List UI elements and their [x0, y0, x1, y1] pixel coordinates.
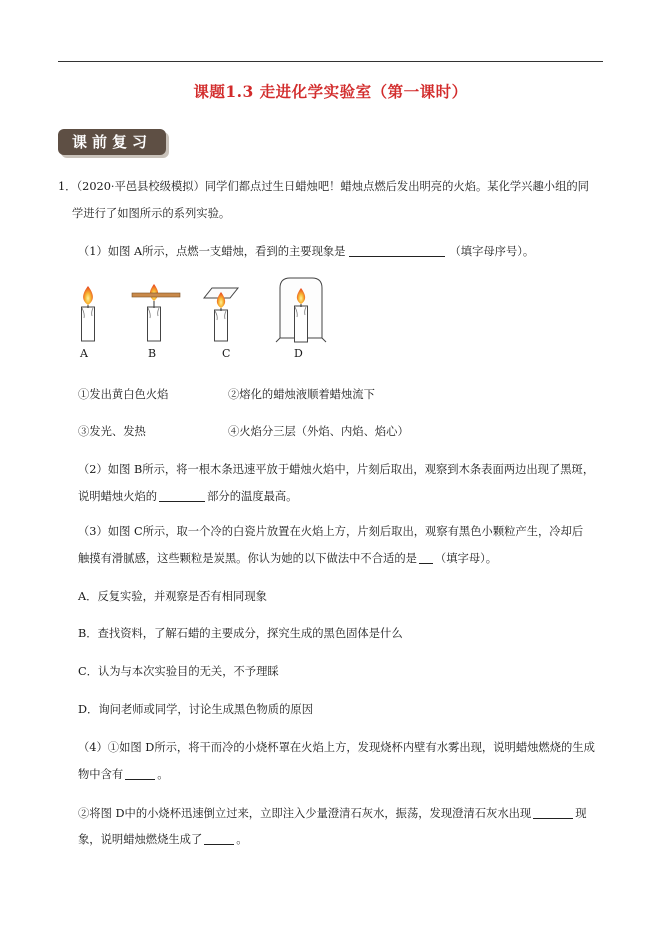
part-1-suffix: （填字母序号）。 [449, 245, 535, 258]
candle-d-icon [276, 278, 326, 342]
intro-line-1: （2020·平邑县校级模拟）同学们都点过生日蜡烛吧！蜡烛点燃后发出明亮的火焰。某化学兴趣小组的同 [76, 180, 589, 193]
part-5-text-2: 象，说明蜡烛燃烧生成了 [78, 833, 203, 846]
part-1 [78, 244, 534, 259]
part-5-text: ②将图 D中的小烧杯迅速倒立过来，立即注入少量澄清石灰水，振荡，发现澄清石灰水出现 [78, 807, 532, 820]
answer-blank-1 [349, 244, 445, 257]
option-4: ④火焰分三层（外焰、内焰、焰心） [228, 425, 409, 438]
part-2-text: 说明蜡烛火焰的 [78, 490, 158, 503]
option-1: ①发出黄白色火焰 [78, 388, 169, 401]
figure-label-a: A [80, 347, 88, 360]
part-4-line-2 [78, 767, 169, 782]
part-3-text: 触摸有滑腻感，这些颗粒是炭黑。你认为她的以下做法中不合适的是 [78, 552, 417, 565]
candle-b-icon [132, 284, 180, 341]
part-4-line-1: （4）①如图 D所示，将干而冷的小烧杯罩在火焰上方，发现烧杯内壁有水雾出现，说明蜡烛燃烧的生成 [78, 741, 595, 754]
figure-label-b: B [148, 347, 157, 360]
part-5-suffix-2: 。 [236, 833, 248, 846]
intro-line-2: 学进行了如图所示的系列实验。 [72, 207, 231, 220]
part-3-suffix: （填字母）。 [434, 552, 498, 565]
part-5-line-2 [78, 832, 248, 847]
candle-a-icon [82, 286, 95, 341]
page-title: 课题1.3 走进化学实验室（第一课时） [193, 82, 468, 101]
part-3-line-1: （3）如图 C所示，取一个冷的白瓷片放置在火焰上方，片刻后取出，观察有黑色小颗粒产生，冷却后 [78, 525, 584, 538]
answer-blank-4 [125, 767, 155, 780]
part-5-suffix: 现 [575, 807, 587, 820]
choice-a: A．反复实验，并观察是否有相同现象 [78, 590, 267, 603]
choice-d: D．询问老师或同学，讨论生成黑色物质的原因 [78, 703, 313, 716]
part-1-text: （1）如图 A所示，点燃一支蜡烛，看到的主要现象是 [78, 245, 346, 258]
part-4-text: 物中含有 [78, 768, 124, 781]
figure-label-c: C [222, 347, 231, 360]
candle-experiment-figure [62, 272, 362, 362]
answer-blank-5 [533, 806, 573, 819]
part-4-suffix: 。 [157, 768, 169, 781]
part-2-line-1: （2）如图 B所示，将一根木条迅速平放于蜡烛火焰中，片刻后取出，观察到木条表面两边出现了黑斑， [78, 463, 595, 476]
part-5-line-1 [78, 806, 587, 821]
section-badge [58, 129, 171, 159]
option-2: ②熔化的蜡烛液顺着蜡烛流下 [228, 388, 375, 401]
option-3: ③发光、发热 [78, 425, 146, 438]
header-rule [58, 61, 603, 62]
choice-c: C．认为与本次实验目的无关，不予理睬 [78, 665, 279, 678]
section-badge-label: 课前复习 [58, 129, 166, 155]
answer-blank-2 [159, 489, 205, 502]
question-1-intro [58, 180, 589, 194]
question-number: 1． [58, 180, 77, 193]
answer-blank-6 [204, 832, 234, 845]
part-2-line-2 [78, 489, 297, 504]
part-3-line-2 [78, 551, 497, 566]
part-2-suffix: 部分的温度最高。 [207, 490, 298, 503]
figure-label-d: D [294, 347, 303, 360]
candle-c-icon [204, 288, 238, 341]
choice-b: B．查找资料，了解石蜡的主要成分，探究生成的黑色固体是什么 [78, 627, 403, 640]
answer-blank-3 [419, 551, 433, 564]
